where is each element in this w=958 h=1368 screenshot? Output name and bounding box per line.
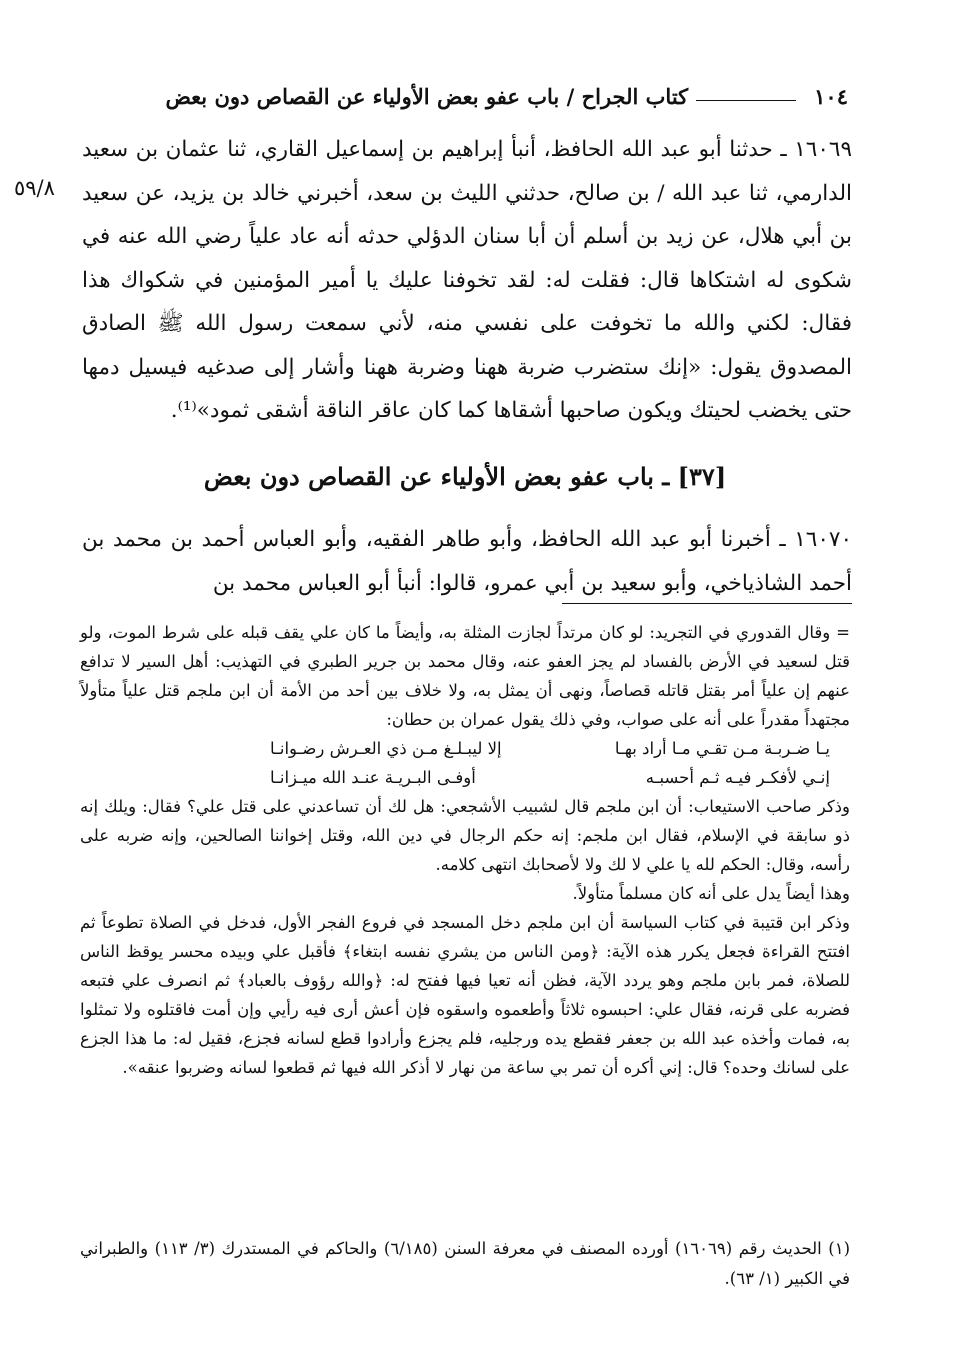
verse-hemistich: يـا ضـربـة مـن تقـي مـا أراد بهـا bbox=[614, 739, 830, 758]
margin-volume-page-note: ٥٩/٨ bbox=[14, 176, 55, 200]
hadith-text: ١٦٠٦٩ ـ حدثنا أبو عبد الله الحافظ، أنبأ إبراهيم بن إسماعيل القاري، ثنا عثمان بن سعيد الدارمي، ثنا عبد الله / بن صالح، حدثني الليث بن سعد، أخبرني خالد بن يزيد، عن سعيد بن أبي هلال، عن زيد بن أسلم أن أبا سنان الدؤلي حدثه أنه عاد علياً رضي الله عنه في شكوى له اشتكاها قال: فقلت له: لقد تخوفنا عليك يا أمير المؤمنين في شكواك هذا فقال: لكني والله ما تخوفت على نفسي منه، لأني سمعت رسول الله ﷺ الصادق المصدوق يقول: «إنك ستضرب ضربة ههنا وضربة ههنا وأشار إلى صدغيه فيسيل دمها حتى يخضب لحيتك ويكون صاحبها أشقاها كما كان عاقر الناقة أشقى ثمود»⁽¹⁾. bbox=[82, 137, 852, 423]
chapter-heading: [٣٧] ـ باب عفو بعض الأولياء عن القصاص دون بعض bbox=[203, 462, 727, 491]
verse-hemistich: أوفـى البـريـة عنـد الله ميـزانـا bbox=[270, 768, 476, 787]
page-number: ١٠٤ bbox=[814, 83, 848, 109]
footnote-separator bbox=[562, 603, 852, 604]
footnote: (١) الحديث رقم (١٦٠٦٩) أورده المصنف في معرفة السنن (٦/١٨٥) والحاكم في المستدرك (٣/ ١١٣) والطبراني في الكبير (١/ ٦٣). bbox=[80, 1239, 851, 1288]
verse-hemistich: إلا ليبـلـغ مـن ذي العـرش رضـوانـا bbox=[270, 739, 502, 758]
note-paragraph: وهذا أيضاً يدل على أنه كان مسلماً متأولاً. bbox=[572, 884, 850, 903]
note-paragraph: = وقال القدوري في التجريد: لو كان مرتداً لجازت المثلة به، وأيضاً ما كان علي يقف قبله على شرط الموت، ولو قتل لسعيد في الأرض بالفساد لم يجز العفو عنه، وقال محمد بن جرير الطبري في التهذيب: أهل السير لا تدافع عنهم إن علياً أمر بقتل قاتله قصاصاً، ونهى أن يمثل به، ولا خلاف بين أحد من الأمة أن ابن ملجم قتل علياً متأولاً مجتهداً مقدراً على أنه على صواب، وفي ذلك يقول عمران بن حطان: bbox=[80, 623, 850, 729]
hadith-16070 bbox=[82, 518, 852, 605]
poem-verse bbox=[80, 763, 850, 792]
verse-hemistich: إنـي لأفكـر فيـه ثـم أحسبـه bbox=[645, 768, 830, 787]
header-title: كتاب الجراح / باب عفو بعض الأولياء عن القصاص دون بعض bbox=[165, 83, 689, 109]
hadith-text: ١٦٠٧٠ ـ أخبرنا أبو عبد الله الحافظ، وأبو طاهر الفقيه، وأبو العباس أحمد بن محمد بن أحمد الشاذياخي، وأبو سعيد بن أبي عمرو، قالوا: أنبأ أبو العباس محمد بن bbox=[82, 527, 852, 596]
commentary-notes bbox=[80, 618, 850, 1082]
header-rule bbox=[696, 100, 796, 101]
hadith-16069 bbox=[82, 128, 852, 433]
running-header bbox=[80, 76, 848, 116]
note-paragraph: وذكر صاحب الاستيعاب: أن ابن ملجم قال لشبيب الأشجعي: هل لك أن تساعدني على قتل علي؟ فقال: ويلك إنه ذو سابقة في الإسلام، فقال ابن ملجم: إنه حكم الرجال في دين الله، وقتل إخواننا الصالحين، وإنه ضربه على رأسه، وقال: الحكم لله يا علي لا لك ولا لأصحابك انتهى كلامه. bbox=[80, 797, 850, 874]
poem-verse bbox=[80, 734, 850, 763]
note-paragraph: وذكر ابن قتيبة في كتاب السياسة أن ابن ملجم دخل المسجد في فروع الفجر الأول، فدخل في الصلاة تطوعاً ثم افتتح القراءة فجعل يكرر هذه الآية: ﴿ومن الناس من يشري نفسه ابتغاء﴾ فأقبل علي وبيده محسر يوقظ الناس للصلاة، فمر بابن ملجم وهو يردد الآية، فظن أنه تعيا فيها ففتح له: ﴿والله رؤوف بالعباد﴾ ثم انصرف علي فتبعه فضربه على قرنه، فقال علي: احبسوه ثلاثاً وأطعموه واسقوه فإن أعش أرى فيه رأيي وإن أمت فاقتلوه ولا تمثلوا به، فمات وأخذه عبد الله بن جعفر فقطع يده ورجليه، فلم يجزع وأرادوا قطع لسانه فجزع، فقيل له: ما هذا الجزع على لسانك وحده؟ قال: إني أكره أن تمر بي ساعة من نهار لا أذكر الله فيها ثم قطعوا لسانه وضربوا عنقه». bbox=[80, 913, 850, 1077]
